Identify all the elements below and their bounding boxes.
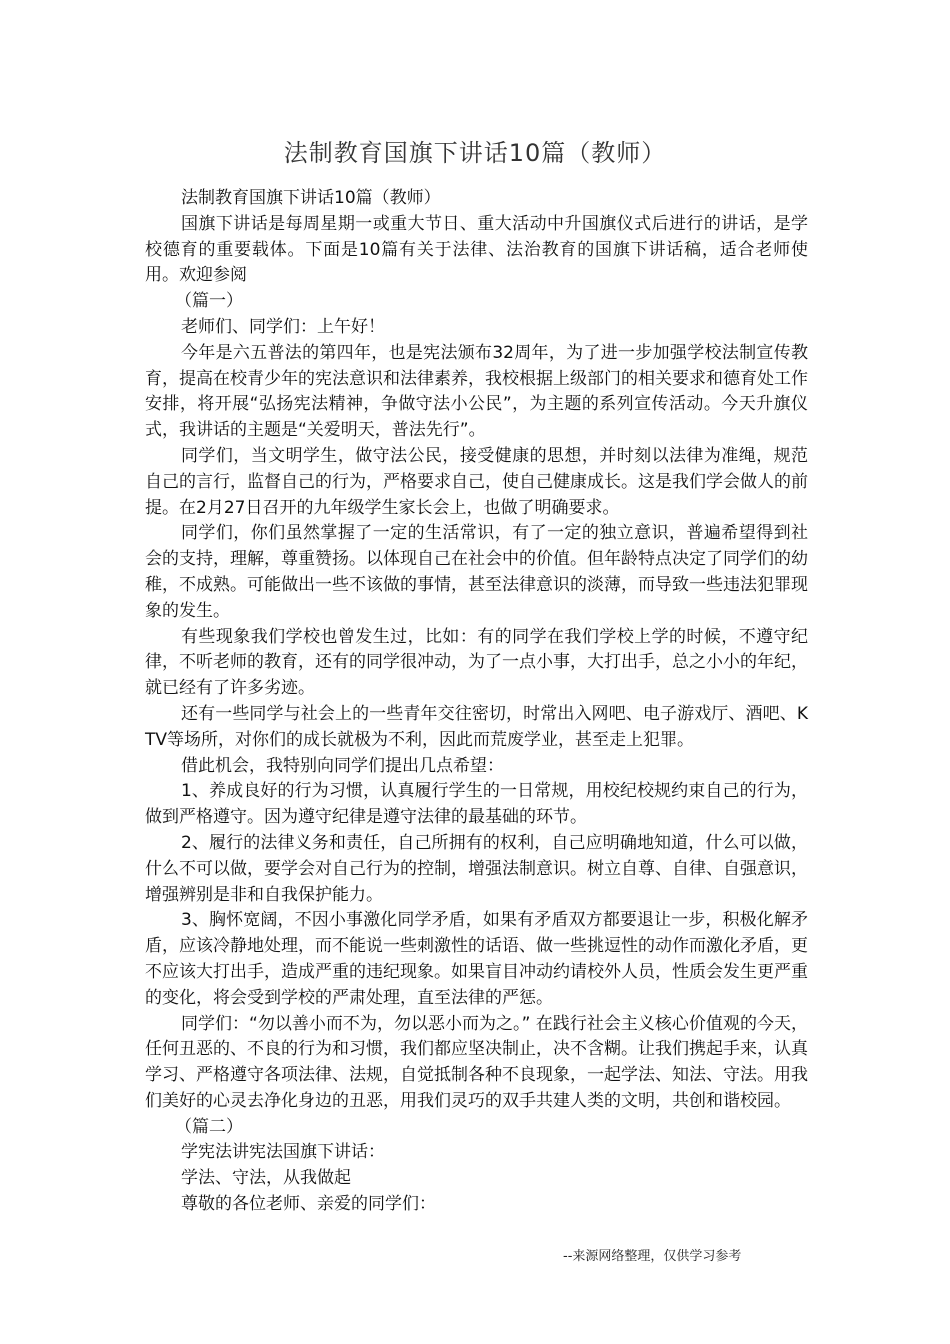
paragraph-subtitle: 法制教育国旗下讲话10篇（教师） <box>181 188 441 208</box>
paragraph: 学宪法讲宪法国旗下讲话： <box>181 1142 385 1163</box>
paragraph: 同学们，当文明学生，做守法公民，接受健康的思想，并时刻以法律为准绳，规范自己的言行，监督自己的行为，严格要求自己，使自己健康成长。这是我们学会做人的前提。在2月27日召开的九年级学生家长会上，也做了明确要求。 <box>145 445 808 518</box>
list-item-1: 1、养成良好的行为习惯，认真履行学生的一日常规，用校纪校规约束自己的行为，做到严格遵守。因为遵守纪律是遵守法律的最基础的环节。 <box>145 781 808 828</box>
list-item-2: 2、履行的法律义务和责任，自己所拥有的权利，自己应明确地知道，什么可以做，什么不可以做，要学会对自己行为的控制，增强法制意识。树立自尊、自律、自强意识，增强辨别是非和自我保护能力。 <box>145 832 808 905</box>
section-heading-1: （篇一） <box>175 291 243 312</box>
paragraph: 今年是六五普法的第四年，也是宪法颁布32周年，为了进一步加强学校法制宣传教育，提高在校青少年的宪法意识和法律素养，我校根据上级部门的相关要求和德育处工作安排，将开展“弘扬宪法精神，争做守法小公民”，为主题的系列宣传活动。今天升旗仪式，我讲话的主题是“关爱明天，普法先行”。 <box>145 342 808 441</box>
paragraph-greeting: 老师们、同学们：上午好！ <box>181 316 385 337</box>
paragraph: 同学们，你们虽然掌握了一定的生活常识，有了一定的独立意识，普遍希望得到社会的支持，理解，尊重赞扬。以体现自己在社会中的价值。但年龄特点决定了同学们的幼稚，不成熟。可能做出一些不该做的事情，甚至法律意识的淡薄，而导致一些违法犯罪现象的发生。 <box>145 523 808 621</box>
paragraph-intro: 国旗下讲话是每周星期一或重大节日、重大活动中升国旗仪式后进行的讲话，是学校德育的重要载体。下面是10篇有关于法律、法治教育的国旗下讲话稿，适合老师使用。欢迎参阅 <box>145 213 808 286</box>
paragraph: 学法、守法，从我做起 <box>181 1168 351 1189</box>
paragraph: 还有一些同学与社会上的一些青年交往密切，时常出入网吧、电子游戏厅、酒吧、KTV等场所，对你们的成长就极为不利，因此而荒废学业，甚至走上犯罪。 <box>145 703 808 750</box>
document-body <box>145 186 808 1218</box>
paragraph: 同学们：“勿以善小而不为，勿以恶小而为之。” 在践行社会主义核心价值观的今天，任何丑恶的、不良的行为和习惯，我们都应坚决制止，决不含糊。让我们携起手来，认真学习、严格遵守各项法律、法规，自觉抵制各种不良现象，一起学法、知法、守法。用我们美好的心灵去净化身边的丑恶，用我们灵巧的双手共建人类的文明，共创和谐校园。 <box>145 1013 808 1111</box>
paragraph: 尊敬的各位老师、亲爱的同学们： <box>181 1194 436 1215</box>
section-heading-2: （篇二） <box>175 1116 243 1137</box>
list-item-3: 3、胸怀宽阔，不因小事激化同学矛盾，如果有矛盾双方都要退让一步，积极化解矛盾，应该冷静地处理，而不能说一些刺激性的话语、做一些挑逗性的动作而激化矛盾，更不应该大打出手，造成严重的违纪现象。如果盲目冲动约请校外人员，性质会发生更严重的变化，将会受到学校的严肃处理，直至法律的严惩。 <box>145 910 808 1008</box>
footer-note: --来源网络整理，仅供学习参考 <box>563 1249 742 1264</box>
paragraph: 借此机会，我特别向同学们提出几点希望： <box>181 755 504 776</box>
document-title: 法制教育国旗下讲话10篇（教师） <box>283 139 667 167</box>
paragraph: 有些现象我们学校也曾发生过，比如：有的同学在我们学校上学的时候，不遵守纪律，不听老师的教育，还有的同学很冲动，为了一点小事，大打出手，总之小小的年纪，就已经有了许多劣迹。 <box>145 626 808 699</box>
